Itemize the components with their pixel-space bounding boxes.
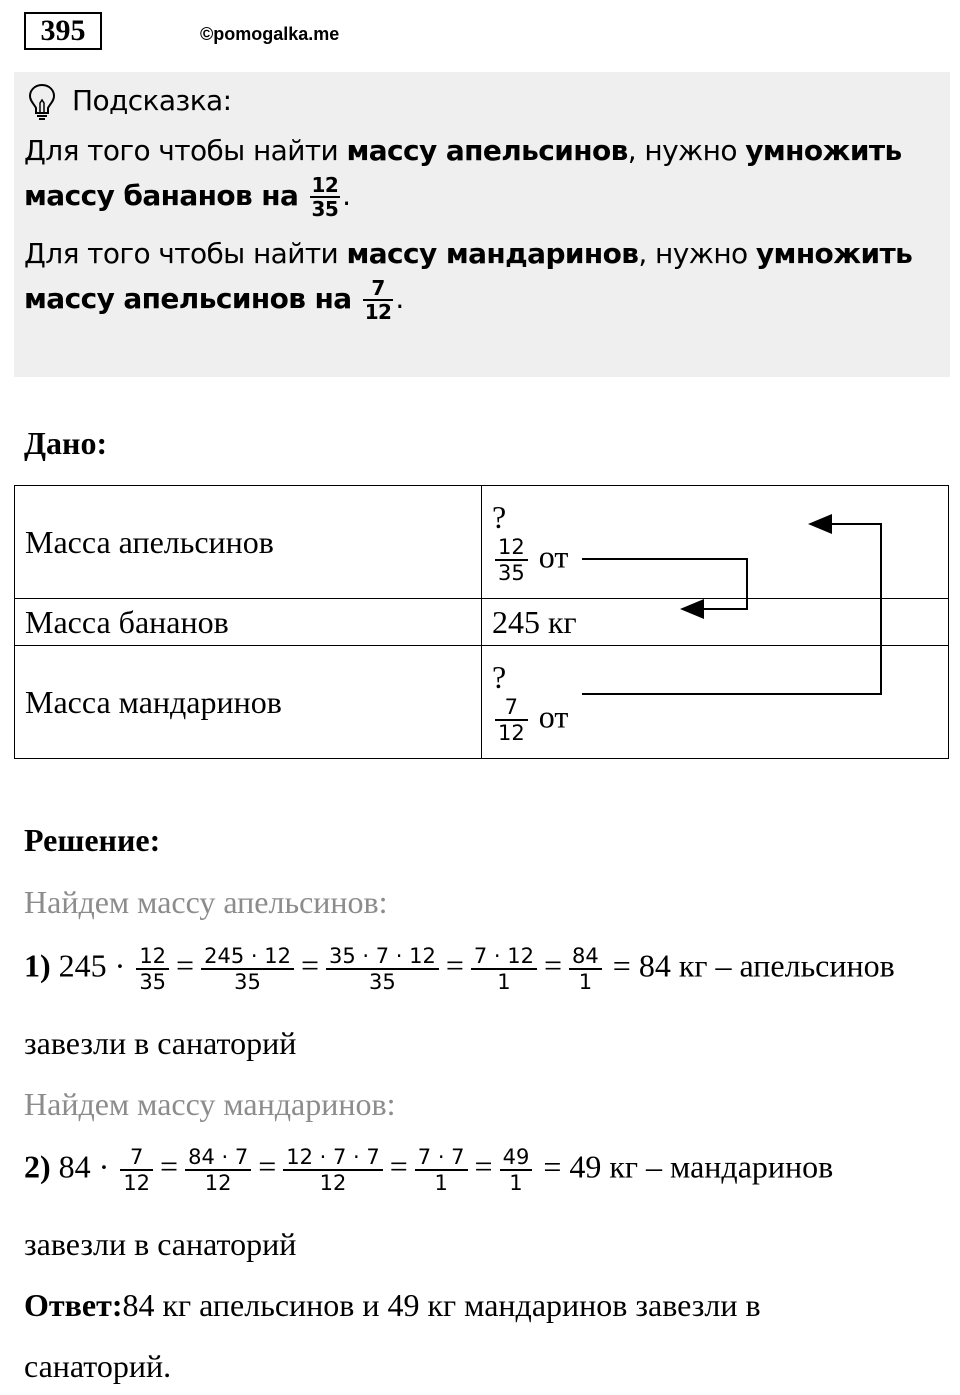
- denominator: 35: [234, 970, 261, 994]
- numerator: 12: [311, 173, 339, 197]
- denominator: 35: [498, 561, 525, 585]
- arrow-to-bananas: [582, 559, 747, 609]
- fraction: [326, 944, 439, 994]
- step-1-continuation: завезли в санаторий: [24, 1025, 297, 1061]
- fraction: [569, 944, 602, 994]
- numerator: 7: [495, 695, 528, 721]
- denominator: 1: [578, 970, 593, 994]
- answer-text: 84 кг апельсинов и 49 кг мандаринов завезли в: [122, 1287, 761, 1323]
- denominator: 35: [311, 197, 339, 221]
- answer-line: [24, 1287, 761, 1324]
- step-1-note: Найдем массу апельсинов:: [24, 884, 388, 920]
- hint-bold: массу апельсинов: [346, 134, 628, 167]
- numerator: 12: [136, 944, 169, 970]
- question-mark: ?: [492, 499, 507, 535]
- hint-text: .: [342, 179, 351, 212]
- fraction: [120, 1145, 153, 1195]
- row-value: 245 кг: [482, 599, 949, 646]
- step-1-equation: [24, 944, 895, 994]
- hint-text: , нужно: [627, 134, 746, 167]
- hint-bold: массу бананов на: [24, 179, 308, 212]
- denominator: 1: [509, 1171, 523, 1195]
- denominator: 35: [139, 970, 167, 994]
- numerator: 7: [120, 1145, 153, 1171]
- hint-bold: умножить: [745, 134, 902, 167]
- denominator: 1: [434, 1171, 448, 1195]
- hint-text: , нужно: [638, 237, 756, 270]
- equals-sign: =: [258, 1148, 277, 1185]
- denominator: 12: [204, 1171, 232, 1195]
- equals-sign: =: [544, 947, 563, 984]
- fraction: [136, 944, 169, 994]
- denominator: 12: [319, 1171, 347, 1195]
- step-2-continuation: завезли в санаторий: [24, 1226, 297, 1262]
- numerator: 7 · 12: [471, 944, 537, 970]
- of-text: от: [538, 538, 569, 575]
- operand: 84: [58, 1148, 91, 1185]
- numerator: 7 · 7: [415, 1145, 468, 1171]
- given-title: Дано:: [24, 425, 108, 461]
- step-number: 2): [24, 1148, 51, 1185]
- site-watermark: ©pomogalka.me: [200, 24, 340, 44]
- row-label: Масса мандаринов: [15, 646, 482, 759]
- question-mark: ?: [492, 659, 507, 695]
- numerator: 12 · 7 · 7: [283, 1145, 383, 1171]
- answer-label: Ответ:: [24, 1287, 123, 1323]
- hint-bold: умножить: [755, 237, 913, 270]
- denominator: 35: [369, 970, 396, 994]
- step-2-equation: [24, 1145, 833, 1195]
- equals-sign: =: [176, 947, 195, 984]
- multiply-sign: ·: [114, 947, 126, 984]
- hint-bold: массу мандаринов: [346, 237, 639, 270]
- step-number: 1): [24, 947, 51, 984]
- fraction: [185, 1145, 251, 1195]
- of-text: от: [538, 698, 569, 735]
- equals-sign: =: [160, 1148, 179, 1185]
- step-2-note: Найдем массу мандаринов:: [24, 1086, 396, 1122]
- operand: 245: [58, 947, 107, 984]
- denominator: 12: [123, 1171, 151, 1195]
- denominator: 12: [498, 721, 525, 745]
- answer-continuation: санаторий.: [24, 1348, 172, 1384]
- denominator: 1: [497, 970, 511, 994]
- fraction: [415, 1145, 468, 1195]
- hint-text: Для того чтобы найти: [24, 134, 347, 167]
- fraction: [500, 1145, 533, 1195]
- row-label: Масса бананов: [15, 599, 482, 646]
- numerator: 245 · 12: [201, 944, 294, 970]
- numerator: 35 · 7 · 12: [326, 944, 439, 970]
- equals-sign: =: [445, 947, 464, 984]
- result-text: = 84 кг – апельсинов: [612, 947, 895, 984]
- numerator: 84 · 7: [185, 1145, 251, 1171]
- equals-sign: =: [474, 1148, 493, 1185]
- solution-title: Решение:: [24, 822, 161, 858]
- row-label: Масса апельсинов: [15, 486, 482, 599]
- numerator: 12: [495, 535, 528, 561]
- hint-title: Подсказка:: [72, 84, 232, 117]
- fraction: [201, 944, 294, 994]
- task-number: 395: [24, 12, 102, 50]
- numerator: 7: [363, 277, 394, 301]
- equals-sign: =: [300, 947, 319, 984]
- numerator: 49: [500, 1145, 533, 1171]
- hint-text: .: [395, 282, 404, 315]
- hint-text: Для того чтобы найти: [24, 237, 347, 270]
- denominator: 12: [364, 300, 392, 324]
- hint-bold: массу апельсинов на: [24, 282, 361, 315]
- fraction: [471, 944, 537, 994]
- result-text: = 49 кг – мандаринов: [543, 1148, 834, 1185]
- numerator: 84: [569, 944, 602, 970]
- equals-sign: =: [389, 1148, 408, 1185]
- fraction: [283, 1145, 383, 1195]
- multiply-sign: ·: [98, 1148, 110, 1185]
